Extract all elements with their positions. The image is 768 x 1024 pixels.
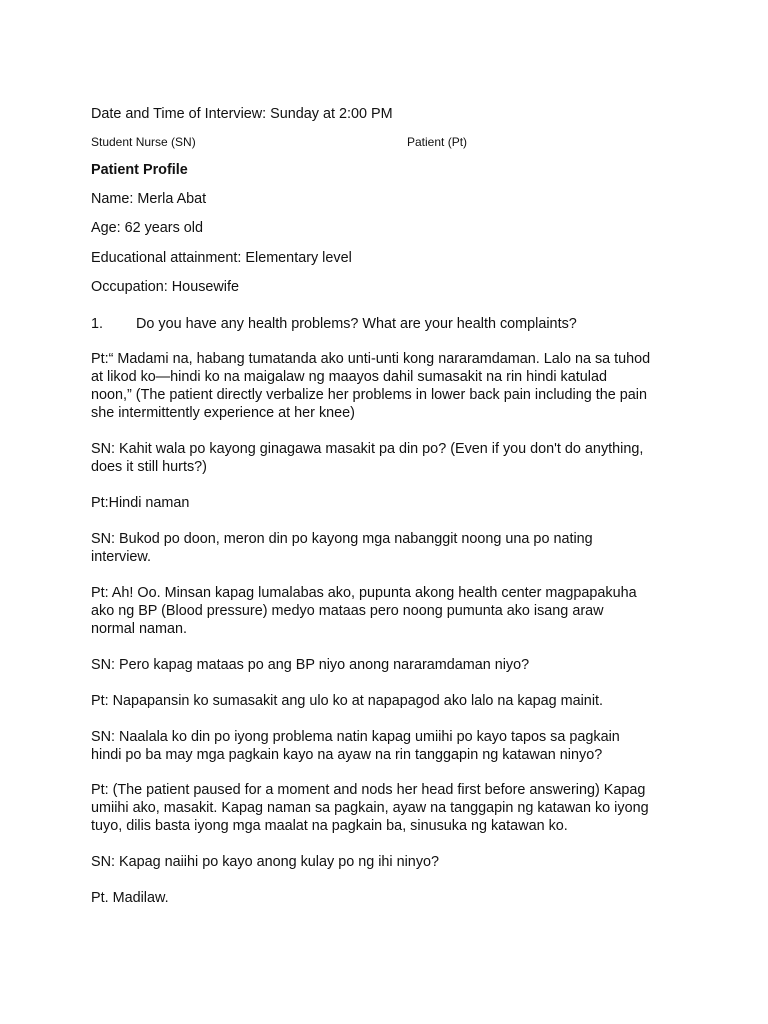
student-nurse-label: Student Nurse (SN) [91, 135, 196, 149]
dialogue-entry [91, 440, 691, 476]
dialogue-line: ako ng BP (Blood pressure) medyo mataas pero noong pumunta ako isang araw [91, 603, 604, 619]
dialogue-entry [91, 494, 691, 512]
dialogue-line: SN: Kapag naiihi po kayo anong kulay po ng ihi ninyo? [91, 854, 440, 870]
dialogue-line: she intermittently experience at her knee) [91, 405, 355, 421]
dialogue-entry [91, 584, 691, 638]
dialogue-line: Pt: (The patient paused for a moment and nods her head first before answering) Kapag [91, 782, 646, 798]
interview-datetime: Date and Time of Interview: Sunday at 2:00 PM [91, 106, 393, 122]
question-text: Do you have any health problems? What are your health complaints? [136, 316, 577, 332]
dialogue-entry [91, 530, 691, 566]
profile-name: Name: Merla Abat [91, 191, 207, 207]
dialogue-line: Pt: Ah! Oo. Minsan kapag lumalabas ako, pupunta akong health center magpapakuha [91, 585, 637, 601]
profile-occupation: Occupation: Housewife [91, 279, 239, 295]
dialogue-line: noon,” (The patient directly verbalize her problems in lower back pain including the pain [91, 387, 647, 403]
dialogue-line: SN: Kahit wala po kayong ginagawa masakit pa din po? (Even if you don't do anything, [91, 441, 644, 457]
question-number: 1. [91, 316, 104, 332]
patient-profile-heading: Patient Profile [91, 162, 188, 178]
dialogue-entry [91, 781, 691, 835]
dialogue-line: SN: Naalala ko din po iyong problema natin kapag umiihi po kayo tapos sa pagkain [91, 729, 620, 745]
dialogue-entry [91, 692, 691, 710]
dialogue-entry [91, 656, 691, 674]
dialogue-entry [91, 853, 691, 871]
dialogue-line: Pt:Hindi naman [91, 495, 190, 511]
dialogue-line: interview. [91, 549, 151, 565]
dialogue-line: hindi po ba may mga pagkain kayo na ayaw na rin tanggapin ng katawan ninyo? [91, 747, 603, 763]
dialogue-entry [91, 350, 691, 422]
dialogue-entry [91, 728, 691, 764]
dialogue-line: Pt:“ Madami na, habang tumatanda ako unti-unti kong nararamdaman. Lalo na sa tuhod [91, 351, 651, 367]
dialogue-line: Pt: Napapansin ko sumasakit ang ulo ko at napapagod ako lalo na kapag mainit. [91, 693, 604, 709]
profile-age: Age: 62 years old [91, 220, 203, 236]
dialogue-line: tuyo, dilis basta iyong mga maalat na pagkain ba, sinusuka ng katawan ko. [91, 818, 568, 834]
dialogue-line: at likod ko—hindi ko na maigalaw ng maayos dahil sumasakit na rin hindi katulad [91, 369, 607, 385]
dialogue-line: Pt. Madilaw. [91, 890, 169, 906]
profile-education: Educational attainment: Elementary level [91, 250, 352, 266]
dialogue-line: normal naman. [91, 621, 187, 637]
question-1 [91, 315, 577, 333]
dialogue-line: SN: Pero kapag mataas po ang BP niyo anong nararamdaman niyo? [91, 657, 530, 673]
dialogue-entry [91, 889, 691, 907]
dialogue-line: SN: Bukod po doon, meron din po kayong mga nabanggit noong una po nating [91, 531, 593, 547]
dialogue-line: umiihi ako, masakit. Kapag naman sa pagkain, ayaw na tanggapin ng katawan ko iyong [91, 800, 649, 816]
dialogue-line: does it still hurts?) [91, 459, 207, 475]
patient-label: Patient (Pt) [407, 135, 468, 149]
